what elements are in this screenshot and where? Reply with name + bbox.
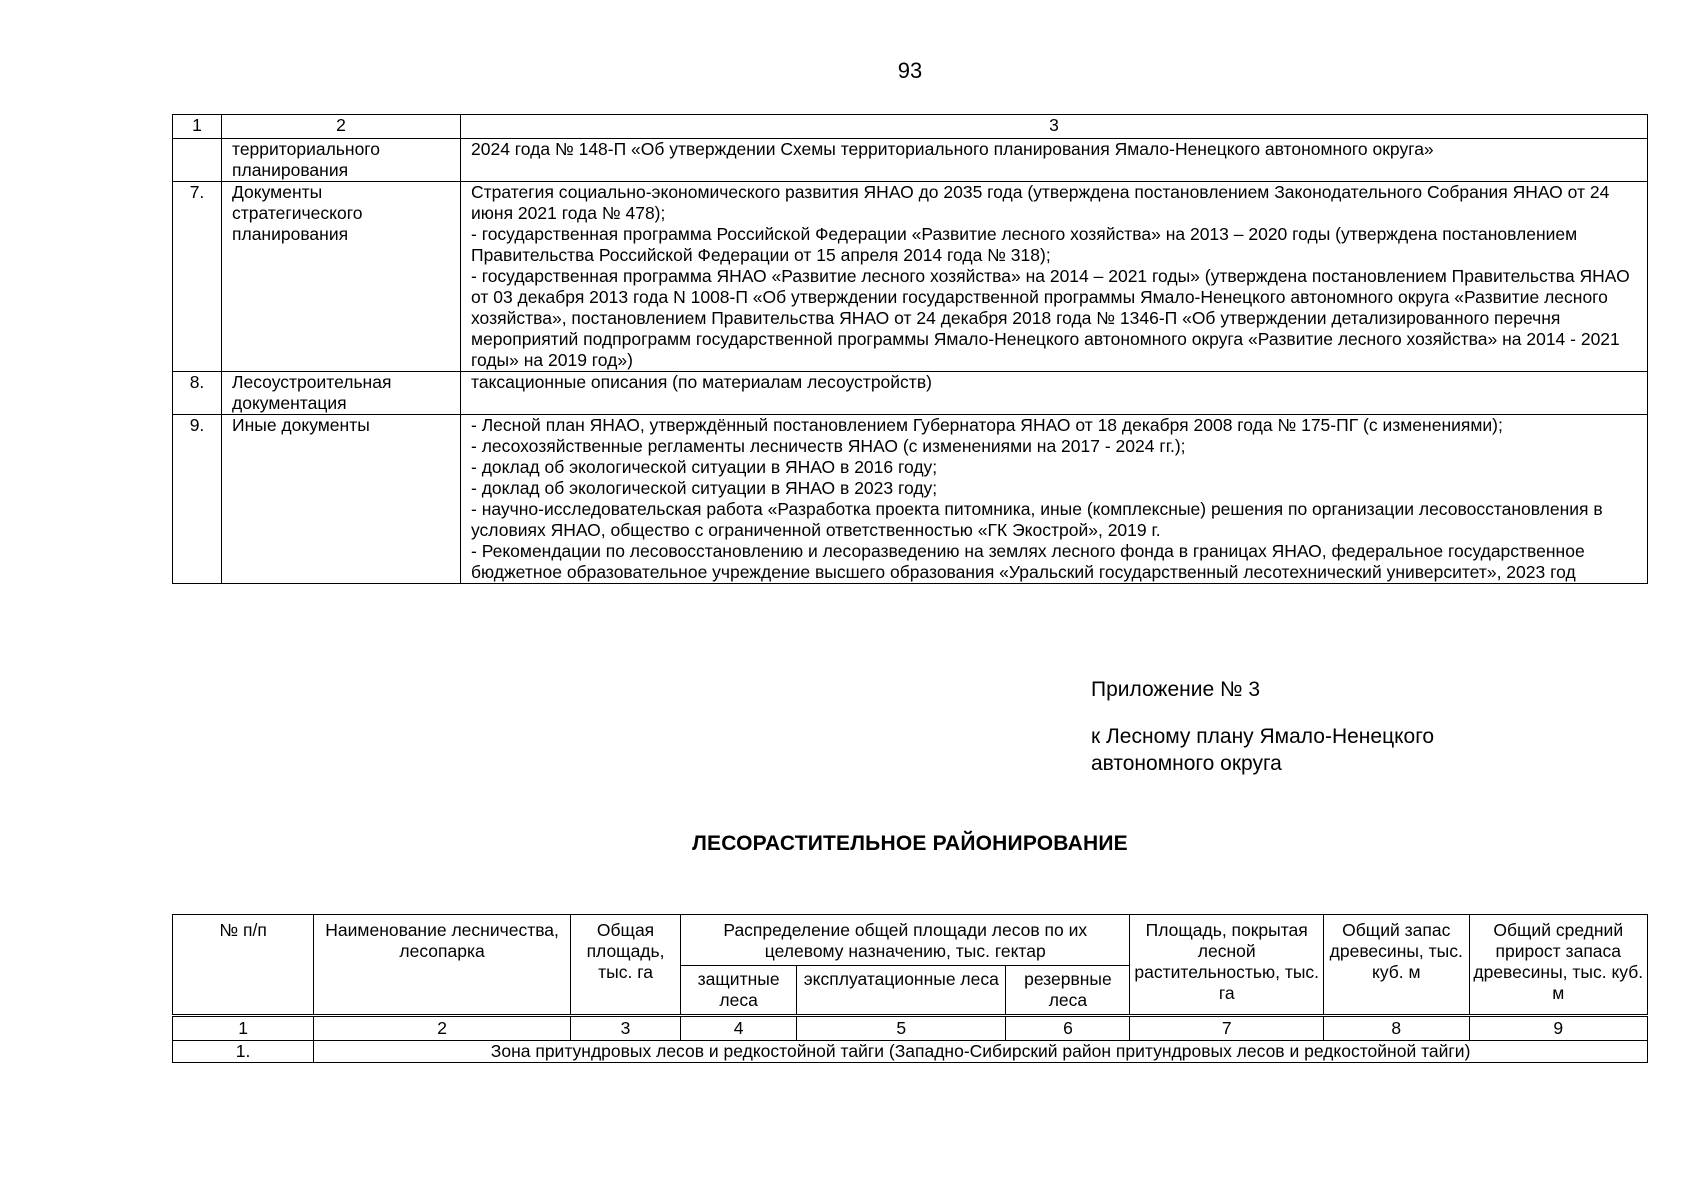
- header-area: Общая площадь, тыс. га: [570, 915, 680, 1016]
- column-number: 6: [1006, 1016, 1130, 1041]
- table-row: [173, 372, 1648, 415]
- column-number: 1: [173, 1016, 314, 1041]
- zone-name: Зона притундровых лесов и редкостойной тайги (Западно-Сибирский район притундровых лесов и редкостойной тайги): [314, 1041, 1648, 1063]
- table-row: [173, 415, 1648, 584]
- header-cell: 1: [173, 115, 222, 139]
- appendix-block: [1091, 676, 1434, 777]
- content-line: Стратегия социально-экономического развития ЯНАО до 2035 года (утверждена постановлением Законодательного Собрания ЯНАО от 24 июня 2021 года № 478);: [471, 182, 1610, 223]
- zone-number: 1.: [173, 1041, 314, 1063]
- table-header-row: [173, 915, 1648, 966]
- row-number: 9.: [173, 415, 222, 584]
- header-cell: 2: [222, 115, 461, 139]
- content-line: - научно-исследовательская работа «Разработка проекта питомника, иные (комплексные) решения по организации лесовосстановления в условиях ЯНАО, общество с ограниченной ответственностью «ГК Экострой», 2019 г.: [471, 499, 1603, 540]
- column-number: 8: [1324, 1016, 1470, 1041]
- row-number: 7.: [173, 182, 222, 372]
- column-number: 4: [681, 1016, 797, 1041]
- column-number-row: [173, 1016, 1648, 1041]
- column-number: 2: [314, 1016, 571, 1041]
- content-line: 2024 года № 148-П «Об утверждении Схемы территориального планирования Ямало-Ненецкого автономного округа»: [471, 139, 1434, 159]
- content-line: - государственная программа Российской Федерации «Развитие лесного хозяйства» на 2013 – 2020 годы (утверждена постановлением Правительства Российской Федерации от 15 апреля 2014 года № 318);: [471, 224, 1578, 265]
- header-growth: Общий средний прирост запаса древесины, тыс. куб. м: [1469, 915, 1647, 1016]
- row-number: [173, 139, 222, 182]
- appendix-line: к Лесному плану Ямало-Ненецкого: [1091, 725, 1435, 748]
- content-line: - доклад об экологической ситуации в ЯНАО в 2016 году;: [471, 457, 938, 477]
- header-protective: защитные леса: [681, 966, 797, 1016]
- header-name: Наименование лесничества, лесопарка: [314, 915, 571, 1016]
- row-content: [461, 139, 1648, 182]
- section-heading: ЛЕСОРАСТИТЕЛЬНОЕ РАЙОНИРОВАНИЕ: [692, 832, 1128, 855]
- header-distribution: Распределение общей площади лесов по их целевому назначению, тыс. гектар: [681, 915, 1130, 966]
- appendix-title: Приложение № 3: [1091, 678, 1261, 701]
- appendix-line: автономного округа: [1091, 752, 1282, 775]
- page-number: 93: [897, 58, 923, 83]
- table-row: [173, 182, 1648, 372]
- row-name: Иные документы: [222, 415, 461, 584]
- content-line: - государственная программа ЯНАО «Развитие лесного хозяйства» на 2014 – 2021 годы» (утверждена постановлением Правительства ЯНАО от 03 декабря 2013 года N 1008-П «Об утверждении государственной программы Ямало-Ненецкого автономного округа «Развитие лесного хозяйства», постановлением Правительства ЯНАО от 24 декабря 2018 года № 1346-П «Об утверждении детализированного перечня мероприятий подпрограмм государственной программы Ямало-Ненецкого автономного округа «Развитие лесного хозяйства» на 2014 - 2021 годы» на 2019 год»): [471, 266, 1630, 370]
- header-exploitation: эксплуатационные леса: [797, 966, 1006, 1016]
- header-covered: Площадь, покрытая лесной растительностью, тыс. га: [1130, 915, 1324, 1016]
- row-name: территориального планирования: [222, 139, 461, 182]
- content-line: таксационные описания (по материалам лесоустройств): [471, 372, 932, 392]
- table-header-row: [173, 115, 1648, 139]
- zone-row: [173, 1041, 1648, 1063]
- content-line: - Лесной план ЯНАО, утверждённый постановлением Губернатора ЯНАО от 18 декабря 2008 года № 175-ПГ (с изменениями);: [471, 415, 1503, 435]
- row-name: Документы стратегического планирования: [222, 182, 461, 372]
- zoning-table: [172, 914, 1648, 1063]
- row-content: [461, 372, 1648, 415]
- header-num: № п/п: [173, 915, 314, 1016]
- row-content: [461, 415, 1648, 584]
- column-number: 7: [1130, 1016, 1324, 1041]
- row-number: 8.: [173, 372, 222, 415]
- row-content: [461, 182, 1648, 372]
- column-number: 3: [570, 1016, 680, 1041]
- content-line: - доклад об экологической ситуации в ЯНАО в 2023 году;: [471, 478, 938, 498]
- content-line: - лесохозяйственные регламенты лесничеств ЯНАО (с изменениями на 2017 - 2024 гг.);: [471, 436, 1186, 456]
- content-line: - Рекомендации по лесовосстановлению и лесоразведению на землях лесного фонда в границах ЯНАО, федеральное государственное бюджетное образовательное учреждение высшего образования «Уральский государственный лесотехнический университет», 2023 год: [471, 541, 1585, 582]
- header-stock: Общий запас древесины, тыс. куб. м: [1324, 915, 1470, 1016]
- table-row: [173, 139, 1648, 182]
- header-cell: 3: [461, 115, 1648, 139]
- header-reserve: резервные леса: [1006, 966, 1130, 1016]
- column-number: 5: [797, 1016, 1006, 1041]
- column-number: 9: [1469, 1016, 1647, 1041]
- documents-table: [172, 114, 1648, 584]
- row-name: Лесоустроительная документация: [222, 372, 461, 415]
